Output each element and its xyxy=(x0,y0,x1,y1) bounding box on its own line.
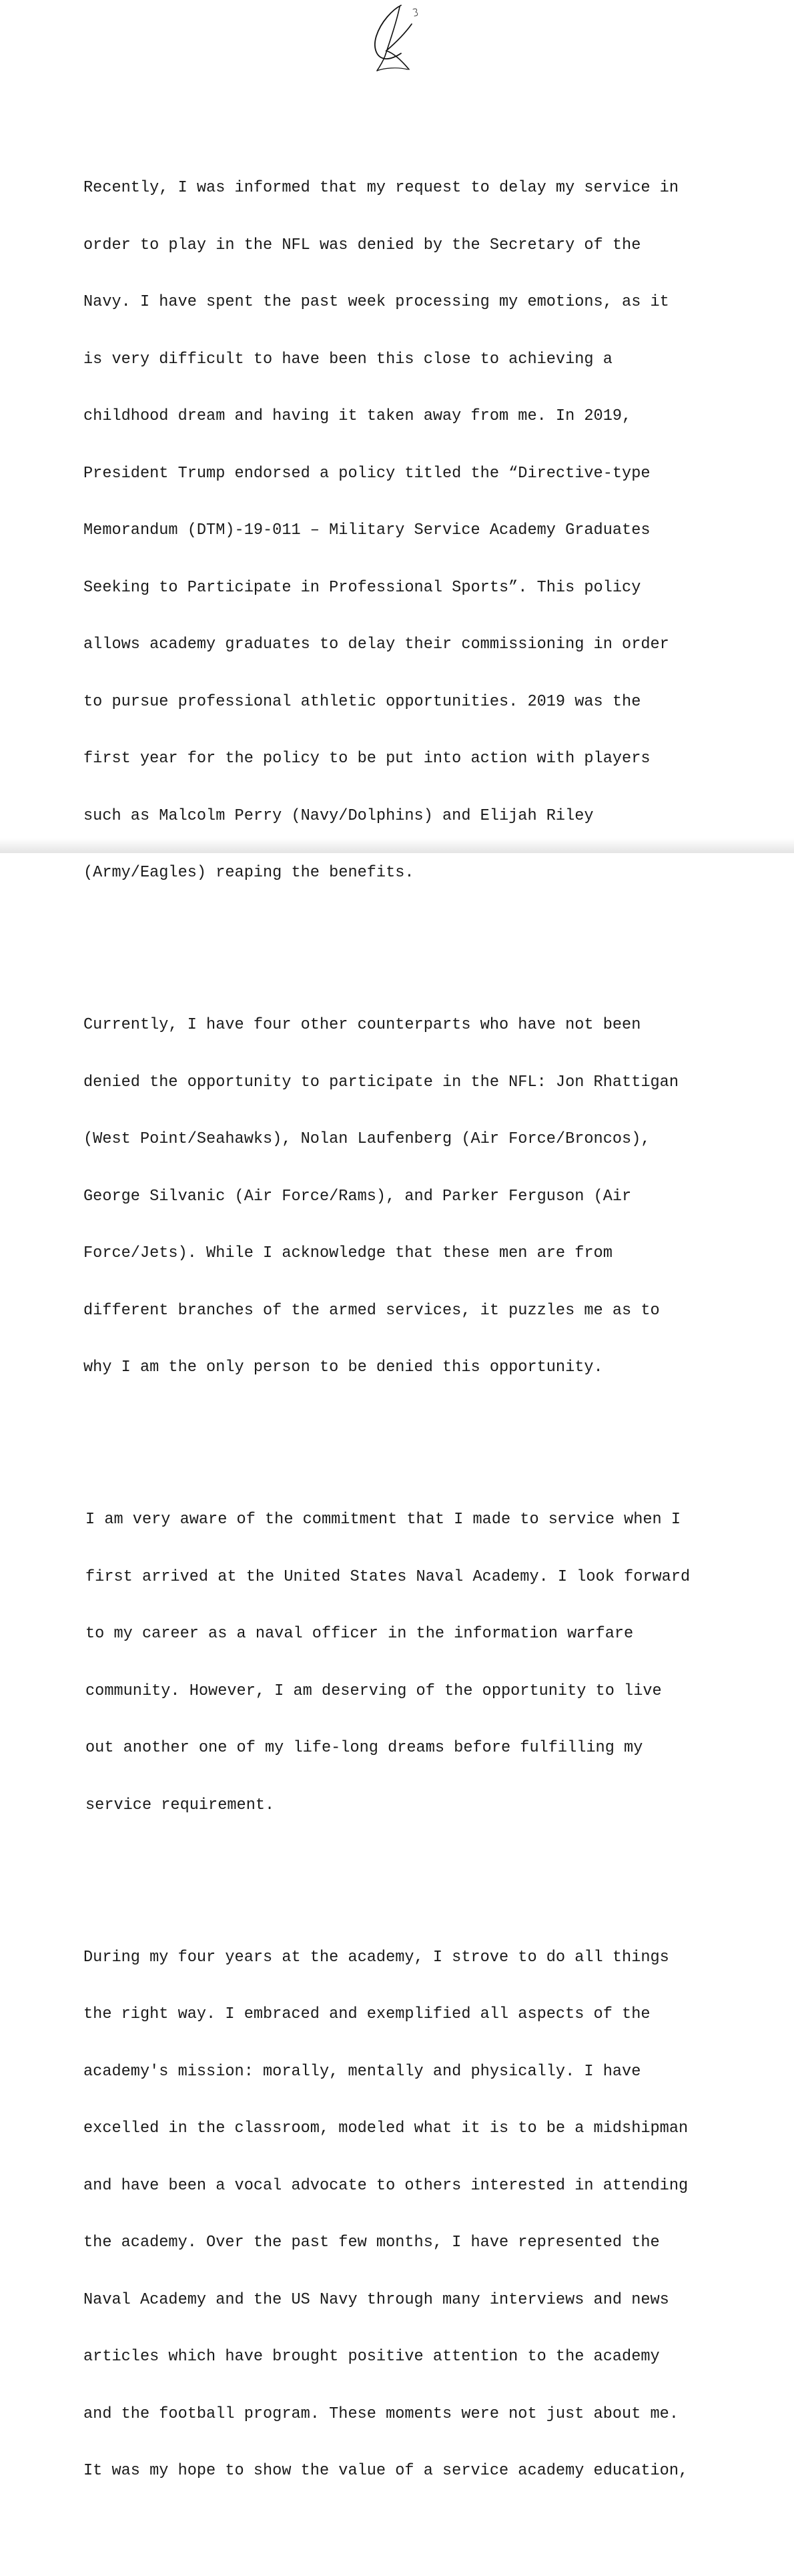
text-line: I am very aware of the commitment that I made to service when I xyxy=(85,1511,681,1529)
text-line: George Silvanic (Air Force/Rams), and Parker Ferguson (Air xyxy=(83,1187,632,1206)
text-line: Recently, I was informed that my request to delay my service in xyxy=(83,179,679,197)
text-line: is very difficult to have been this close to achieving a xyxy=(83,350,613,368)
text-line: to pursue professional athletic opportunities. 2019 was the xyxy=(83,692,641,711)
text-line: Seeking to Participate in Professional Sports”. This policy xyxy=(83,578,641,597)
text-line: Currently, I have four other counterparts who have not been xyxy=(83,1016,641,1034)
text-line: articles which have brought positive attention to the academy xyxy=(83,2348,660,2366)
paragraph-2 xyxy=(83,978,711,1416)
text-line: the right way. I embraced and exemplified all aspects of the xyxy=(83,2005,651,2023)
text-line: out another one of my life-long dreams before fulfilling my xyxy=(85,1739,643,1757)
text-line: first year for the policy to be put into action with players xyxy=(83,750,651,768)
letter-body xyxy=(83,103,711,2576)
text-line: Naval Academy and the US Navy through many interviews and news xyxy=(83,2290,669,2309)
text-line: order to play in the NFL was denied by the Secretary of the xyxy=(83,236,641,254)
text-line: and the football program. These moments were not just about me. xyxy=(83,2404,679,2423)
text-line: excelled in the classroom, modeled what it is to be a midshipman xyxy=(83,2119,689,2137)
text-line: and have been a vocal advocate to others interested in attending xyxy=(83,2176,689,2195)
paragraph-3 xyxy=(85,1473,711,1853)
text-line: academy's mission: morally, mentally and physically. I have xyxy=(83,2062,641,2081)
text-line: such as Malcolm Perry (Navy/Dolphins) and Elijah Riley xyxy=(83,806,594,825)
text-line: first arrived at the United States Naval Academy. I look forward xyxy=(85,1567,691,1586)
text-line: allows academy graduates to delay their commissioning in order xyxy=(83,635,669,654)
paragraph-1 xyxy=(83,141,711,921)
text-line: denied the opportunity to participate in the NFL: Jon Rhattigan xyxy=(83,1073,679,1091)
text-line: During my four years at the academy, I strove to do all things xyxy=(83,1948,669,1967)
text-line: childhood dream and having it taken away from me. In 2019, xyxy=(83,407,632,425)
text-line: service requirement. xyxy=(85,1796,275,1814)
text-line: why I am the only person to be denied this opportunity. xyxy=(83,1358,603,1376)
text-line: the academy. Over the past few months, I have represented the xyxy=(83,2234,660,2252)
text-line: Memorandum (DTM)-19-011 – Military Service Academy Graduates xyxy=(83,521,651,539)
text-line: President Trump endorsed a policy titled the “Directive-type xyxy=(83,464,651,483)
text-line: to my career as a naval officer in the information warfare xyxy=(85,1625,634,1643)
text-line: (West Point/Seahawks), Nolan Laufenberg (Air Force/Broncos), xyxy=(83,1130,651,1148)
text-line: Force/Jets). While I acknowledge that these men are from xyxy=(83,1244,613,1262)
text-line: different branches of the armed services, it puzzles me as to xyxy=(83,1301,660,1320)
text-line: It was my hope to show the value of a service academy education, xyxy=(83,2462,689,2480)
paragraph-4 xyxy=(83,1910,711,2519)
signature xyxy=(370,0,424,75)
text-line: (Army/Eagles) reaping the benefits. xyxy=(83,864,414,882)
text-line: community. However, I am deserving of the opportunity to live xyxy=(85,1682,662,1700)
text-line: Navy. I have spent the past week processing my emotions, as it xyxy=(83,293,669,311)
